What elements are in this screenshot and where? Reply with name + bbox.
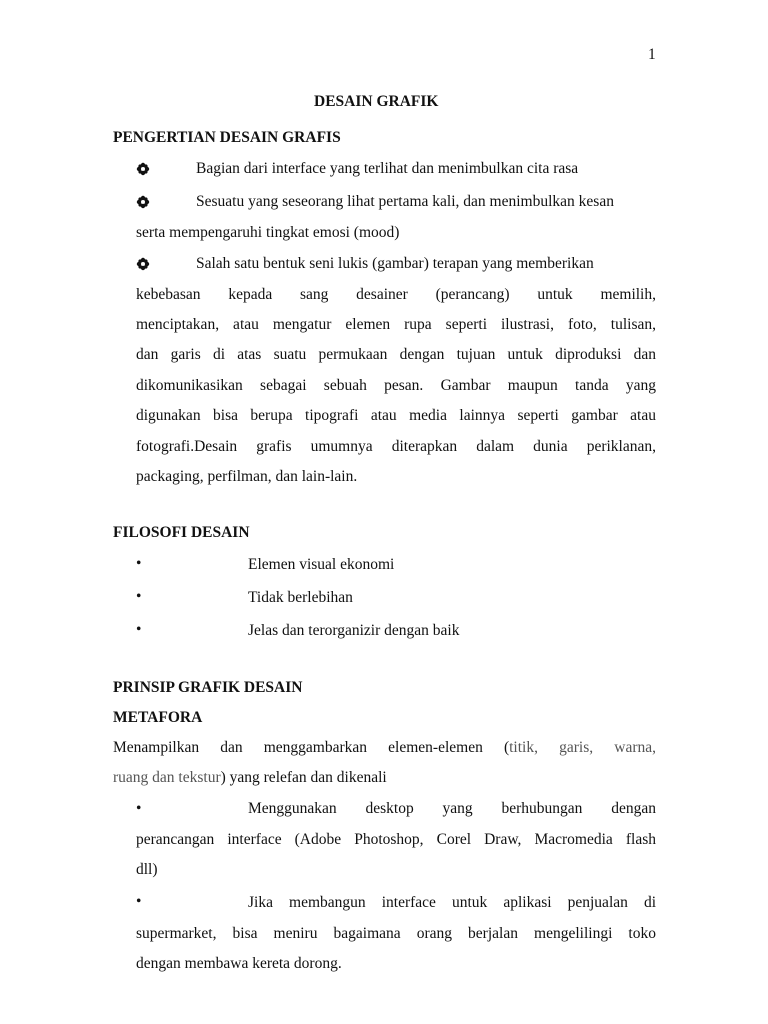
flower-icon	[136, 257, 150, 271]
flower-icon	[136, 195, 150, 209]
list-item: Bagian dari interface yang terlihat dan menimbulkan cita rasa	[196, 160, 579, 177]
list-item: Sesuatu yang seseorang lihat pertama kali, dan menimbulkan kesan	[196, 193, 614, 210]
list-item: Jika membangun interface untuk aplikasi penjualan di	[248, 894, 656, 911]
list-item-continuation: dll)	[136, 861, 158, 878]
paragraph-line: packaging, perfilman, dan lain-lain.	[136, 468, 358, 485]
section-heading-filosofi: FILOSOFI DESAIN	[113, 524, 250, 541]
paragraph-line: digunakan bisa berupa tipografi atau media lainnya seperti gambar atau	[136, 407, 656, 424]
list-item: Elemen visual ekonomi	[248, 556, 395, 573]
list-item-continuation: dengan membawa kereta dorong.	[136, 955, 342, 972]
paragraph-line: fotografi.Desain grafis umumnya diterapkan dalam dunia periklanan,	[136, 438, 656, 455]
subheading-metafora: METAFORA	[113, 709, 203, 726]
list-item: Salah satu bentuk seni lukis (gambar) terapan yang memberikan	[196, 255, 594, 272]
list-item: Tidak berlebihan	[248, 589, 353, 606]
bullet-icon: •	[136, 588, 142, 605]
intro-line-1: Menampilkan dan menggambarkan elemen-elemen (titik, garis, warna,	[113, 739, 656, 756]
section-heading-pengertian: PENGERTIAN DESAIN GRAFIS	[113, 129, 341, 146]
list-item: Jelas dan terorganizir dengan baik	[248, 622, 460, 639]
paragraph-line: kebebasan kepada sang desainer (perancang) untuk memilih,	[136, 286, 656, 303]
bullet-icon: •	[136, 555, 142, 572]
bullet-icon: •	[136, 621, 142, 638]
flower-icon	[136, 162, 150, 176]
list-item-continuation: supermarket, bisa meniru bagaimana orang berjalan mengelilingi toko	[136, 925, 656, 942]
section-heading-prinsip: PRINSIP GRAFIK DESAIN	[113, 679, 303, 696]
intro-line-2: ruang dan tekstur) yang relefan dan dikenali	[113, 769, 387, 786]
list-item-continuation: perancangan interface (Adobe Photoshop, Corel Draw, Macromedia flash	[136, 831, 656, 848]
list-item: Menggunakan desktop yang berhubungan dengan	[248, 800, 656, 817]
paragraph-line: dikomunikasikan sebagai sebuah pesan. Gambar maupun tanda yang	[136, 377, 656, 394]
page-number: 1	[648, 46, 656, 63]
document-title: DESAIN GRAFIK	[314, 93, 439, 110]
bullet-icon: •	[136, 800, 142, 817]
list-item-continuation: serta mempengaruhi tingkat emosi (mood)	[136, 224, 400, 241]
bullet-icon: •	[136, 893, 142, 910]
paragraph-line: menciptakan, atau mengatur elemen rupa seperti ilustrasi, foto, tulisan,	[136, 316, 656, 333]
paragraph-line: dan garis di atas suatu permukaan dengan tujuan untuk diproduksi dan	[136, 346, 656, 363]
